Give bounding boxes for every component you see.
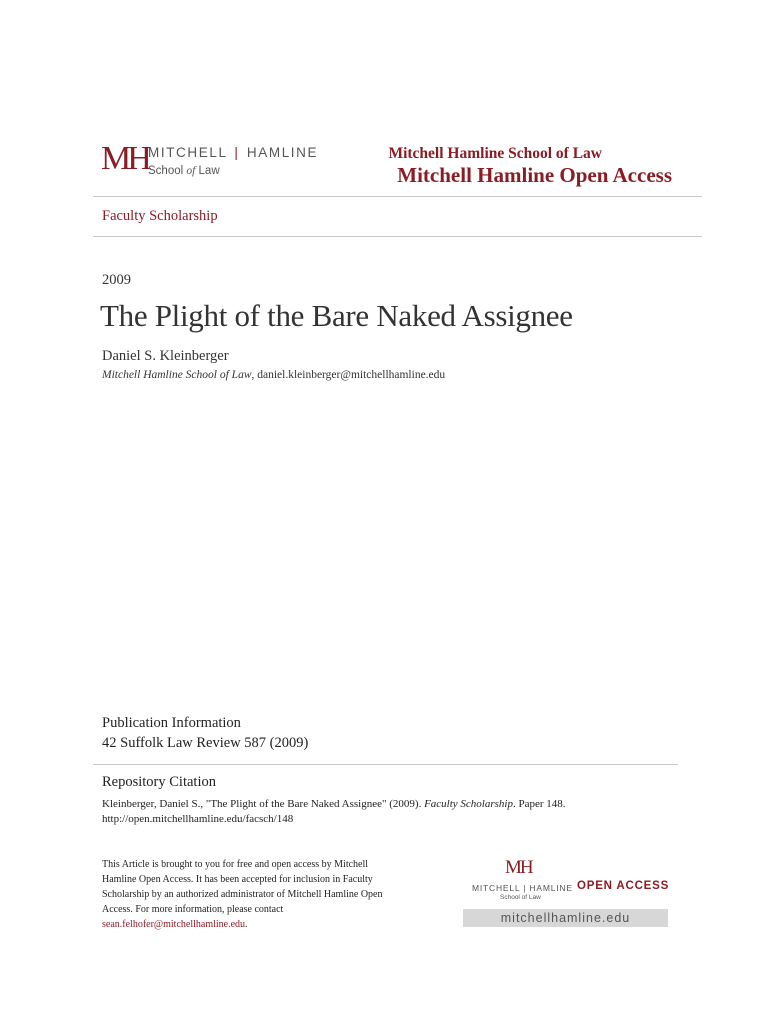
publication-label: Publication Information <box>102 715 241 731</box>
mh-logo-mark: MH <box>101 140 148 177</box>
logo-law: Law <box>198 164 220 177</box>
article-year: 2009 <box>102 272 131 288</box>
school-name[interactable]: Mitchell Hamline School of Law <box>388 145 602 162</box>
article-title: The Plight of the Bare Naked Assignee <box>100 298 573 333</box>
logo-hamline: HAMLINE <box>246 145 319 160</box>
publication-value: 42 Suffolk Law Review 587 (2009) <box>102 735 309 751</box>
citation-collection: Faculty Scholarship <box>424 798 513 810</box>
author-affiliation <box>102 369 445 381</box>
notice-text: This Article is brought to you for free and open access by Mitchell Hamline Open Access. It has been accepted for inclusion in Faculty Scholarship by an authorized administrator of Mitchell Hamline Open Access. For more information, please contact <box>102 859 383 915</box>
contact-email-link[interactable]: sean.felhofer@mitchellhamline.edu <box>102 919 246 930</box>
divider-collection <box>93 236 702 237</box>
citation-pre: Kleinberger, Daniel S., "The Plight of the Bare Naked Assignee" (2009). <box>102 798 425 810</box>
citation-post: . Paper 148. <box>512 798 566 810</box>
footer-logo-name: MITCHELL | HAMLINE <box>472 883 573 893</box>
divider-top <box>93 196 702 197</box>
access-notice <box>102 857 402 932</box>
repository-name[interactable]: Mitchell Hamline Open Access <box>397 163 672 187</box>
footer-logo-sub: School of Law <box>500 894 541 901</box>
affiliation-email: , daniel.kleinberger@mitchellhamline.edu <box>251 369 446 381</box>
publication-information <box>102 713 308 753</box>
logo-separator: | <box>234 145 240 160</box>
logo-school: School <box>148 164 184 177</box>
notice-end: . <box>245 919 248 930</box>
footer-open-access: OPEN ACCESS <box>577 880 670 892</box>
collection-link[interactable]: Faculty Scholarship <box>102 208 218 224</box>
citation-url[interactable]: http://open.mitchellhamline.edu/facsch/148 <box>102 813 294 825</box>
logo-mitchell: MITCHELL <box>148 145 228 160</box>
affiliation-school: Mitchell Hamline School of Law <box>102 369 252 381</box>
mh-logo-wordmark <box>148 146 318 177</box>
logo-of: of <box>186 164 196 177</box>
footer-logo-mark: MH <box>505 857 532 878</box>
footer-site-link[interactable]: mitchellhamline.edu <box>463 909 668 927</box>
divider-publication <box>93 764 678 765</box>
repository-citation-label: Repository Citation <box>102 774 216 790</box>
repository-citation-text <box>102 797 662 827</box>
article-author[interactable]: Daniel S. Kleinberger <box>102 348 229 364</box>
